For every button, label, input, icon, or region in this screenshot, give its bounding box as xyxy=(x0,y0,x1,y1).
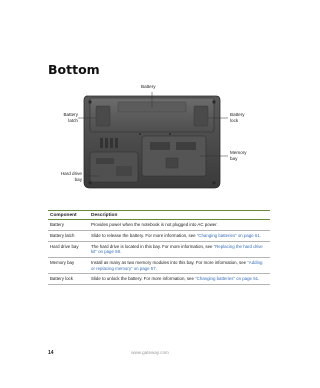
row-component: Battery latch xyxy=(50,233,75,239)
row-description: Install as many as two memory modules into this bay. For more information, see “Adding or replacing memory” on page 57. xyxy=(91,260,263,271)
notebook-bottom-figure xyxy=(0,78,300,196)
cross-reference-link[interactable]: “Adding or replacing memory” on page 57. xyxy=(91,260,263,271)
page-number: 14 xyxy=(48,350,54,356)
callout-battery-latch: Battery latch xyxy=(63,112,78,123)
header-component: Component xyxy=(50,212,77,218)
table-row xyxy=(48,242,270,258)
table-row xyxy=(48,220,270,231)
component-table xyxy=(48,210,270,285)
row-description: The hard drive is located in this bay. For more information, see “Replacing the hard drive kit” on page 59. xyxy=(91,243,263,255)
cross-reference-link[interactable]: “Changing batteries” on page 51. xyxy=(195,276,260,282)
table-row xyxy=(48,258,270,274)
row-component: Hard drive bay xyxy=(50,243,79,249)
callout-battery-lock: Battery lock xyxy=(230,112,245,123)
row-component: Battery lock xyxy=(50,276,73,282)
page-title: Bottom xyxy=(48,62,100,77)
row-component: Battery xyxy=(50,222,64,228)
table-header xyxy=(48,210,270,220)
callout-memory-bay: Memory bay xyxy=(230,150,247,161)
callout-hard-drive-bay: Hard drive bay xyxy=(60,171,82,182)
callout-battery: Battery xyxy=(141,84,156,89)
header-description: Description xyxy=(91,212,118,218)
notebook-bottom-illustration xyxy=(0,78,300,196)
footer-url: www.gateway.com xyxy=(131,350,169,355)
cross-reference-link[interactable]: “Replacing the hard drive kit” on page 59. xyxy=(91,243,263,255)
row-description: Provides power when the notebook is not plugged into AC power. xyxy=(91,222,218,228)
table-row xyxy=(48,274,270,285)
row-description: Slide to release the battery. For more information, see “Changing batteries” on page 51. xyxy=(91,233,262,239)
row-description: Slide to unlock the battery. For more information, see “Changing batteries” on page 51. xyxy=(91,276,260,282)
table-row xyxy=(48,231,270,242)
row-component: Memory bay xyxy=(50,260,75,266)
cross-reference-link[interactable]: “Changing batteries” on page 51. xyxy=(196,233,262,239)
